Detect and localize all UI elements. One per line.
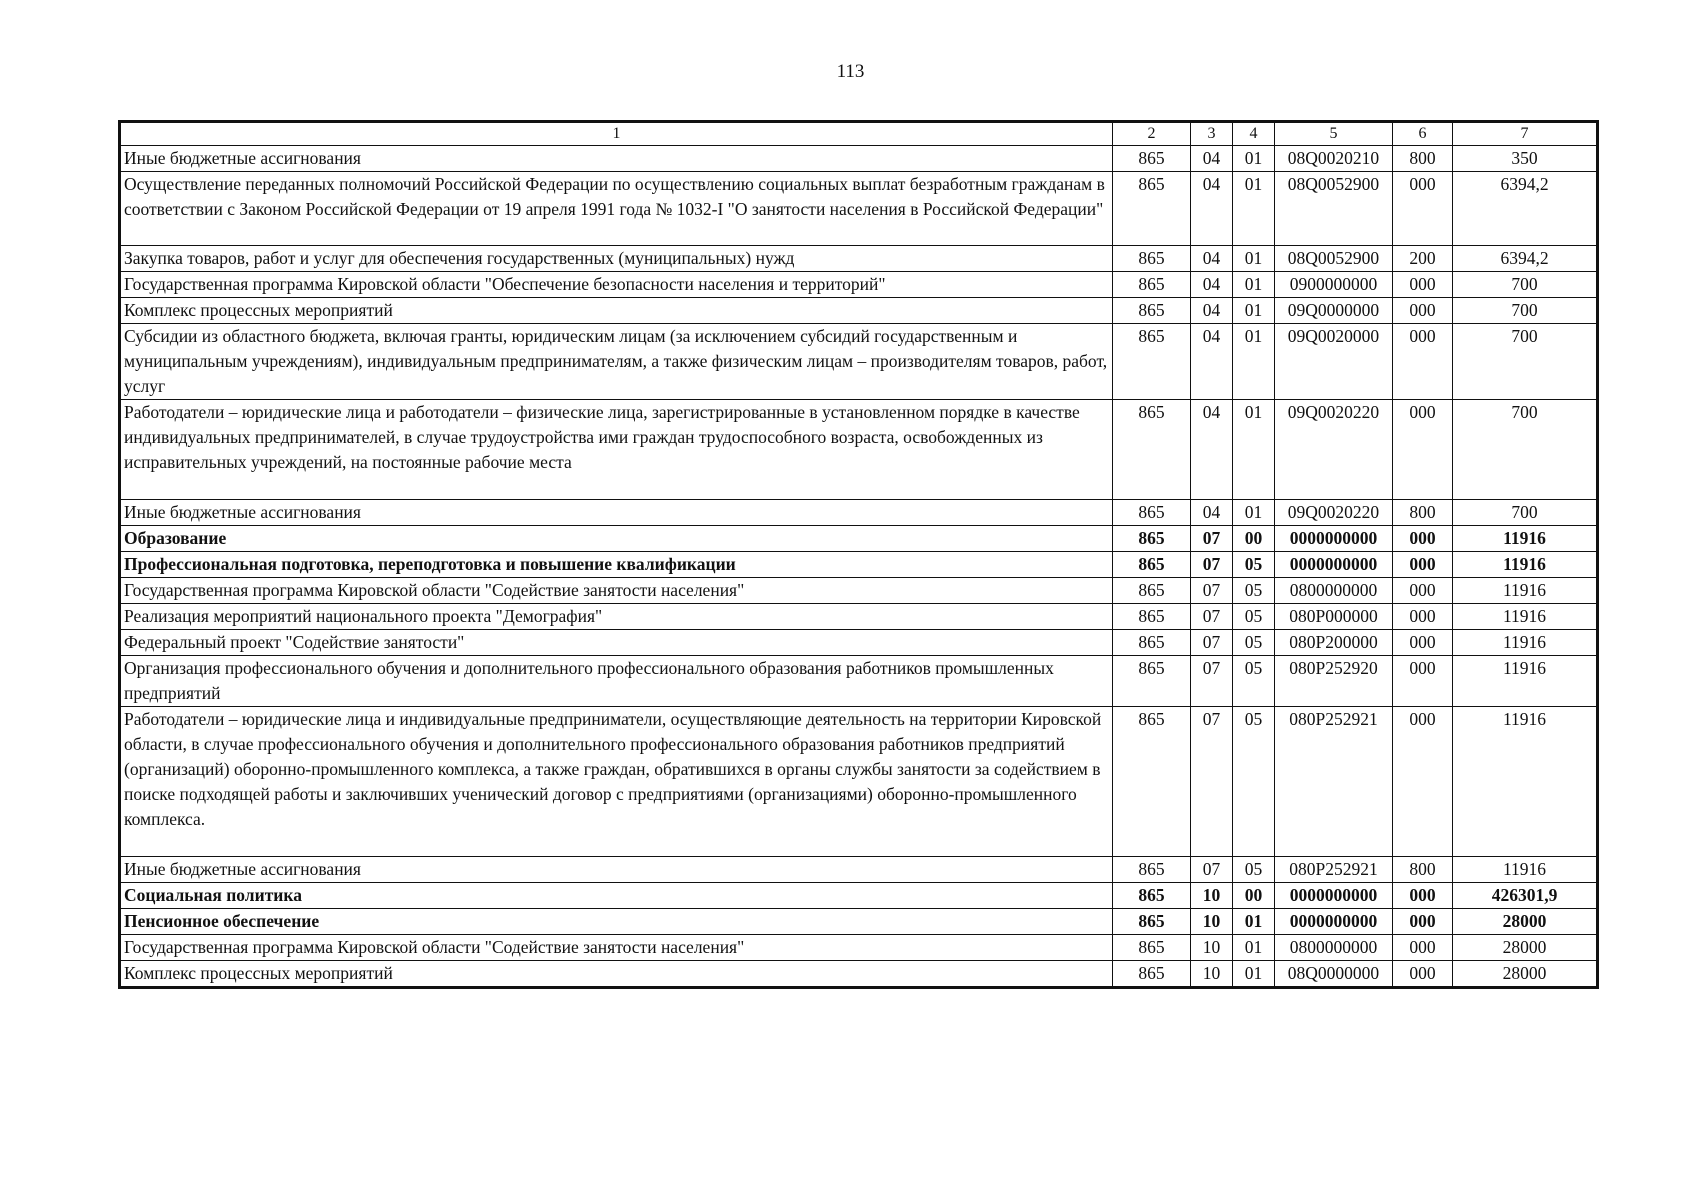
expense-type-cell: 000 — [1393, 272, 1453, 298]
expense-type-cell: 000 — [1393, 909, 1453, 935]
description-cell: Государственная программа Кировской области "Обеспечение безопасности населения и территорий" — [120, 272, 1113, 298]
target-article-cell: 09Q0020220 — [1275, 400, 1393, 500]
expense-type-cell: 000 — [1393, 298, 1453, 324]
ministry-code-cell: 865 — [1113, 500, 1191, 526]
expense-type-cell: 000 — [1393, 707, 1453, 857]
table-row — [120, 604, 1598, 630]
amount-cell: 426301,9 — [1453, 883, 1598, 909]
target-article-cell: 09Q0020220 — [1275, 500, 1393, 526]
table-row — [120, 961, 1598, 988]
amount-cell: 700 — [1453, 324, 1598, 400]
subsection-code-cell: 01 — [1233, 246, 1275, 272]
expense-type-cell: 000 — [1393, 526, 1453, 552]
target-article-cell: 09Q0000000 — [1275, 298, 1393, 324]
header-cell-4: 4 — [1233, 122, 1275, 146]
table-row — [120, 324, 1598, 400]
table-row — [120, 578, 1598, 604]
ministry-code-cell: 865 — [1113, 935, 1191, 961]
table-row — [120, 935, 1598, 961]
section-code-cell: 10 — [1191, 961, 1233, 988]
table-header-row — [120, 122, 1598, 146]
table-row — [120, 500, 1598, 526]
header-cell-6: 6 — [1393, 122, 1453, 146]
subsection-code-cell: 01 — [1233, 324, 1275, 400]
amount-cell: 11916 — [1453, 578, 1598, 604]
header-cell-7: 7 — [1453, 122, 1598, 146]
description-cell: Образование — [120, 526, 1113, 552]
table-row — [120, 246, 1598, 272]
subsection-code-cell: 00 — [1233, 526, 1275, 552]
section-code-cell: 04 — [1191, 400, 1233, 500]
header-cell-1: 1 — [120, 122, 1113, 146]
subsection-code-cell: 05 — [1233, 656, 1275, 707]
subsection-code-cell: 01 — [1233, 909, 1275, 935]
subsection-code-cell: 01 — [1233, 272, 1275, 298]
table-row — [120, 172, 1598, 246]
table-row — [120, 630, 1598, 656]
description-cell: Государственная программа Кировской области "Содействие занятости населения" — [120, 935, 1113, 961]
expense-type-cell: 000 — [1393, 656, 1453, 707]
subsection-code-cell: 01 — [1233, 500, 1275, 526]
table-row — [120, 857, 1598, 883]
header-cell-5: 5 — [1275, 122, 1393, 146]
ministry-code-cell: 865 — [1113, 324, 1191, 400]
expense-type-cell: 800 — [1393, 500, 1453, 526]
ministry-code-cell: 865 — [1113, 883, 1191, 909]
subsection-code-cell: 01 — [1233, 298, 1275, 324]
amount-cell: 11916 — [1453, 630, 1598, 656]
section-code-cell: 10 — [1191, 883, 1233, 909]
table-row — [120, 552, 1598, 578]
ministry-code-cell: 865 — [1113, 172, 1191, 246]
description-cell: Иные бюджетные ассигнования — [120, 500, 1113, 526]
amount-cell: 350 — [1453, 146, 1598, 172]
ministry-code-cell: 865 — [1113, 246, 1191, 272]
subsection-code-cell: 01 — [1233, 172, 1275, 246]
expense-type-cell: 000 — [1393, 883, 1453, 909]
section-code-cell: 04 — [1191, 500, 1233, 526]
table-row — [120, 146, 1598, 172]
target-article-cell: 080P200000 — [1275, 630, 1393, 656]
description-cell: Осуществление переданных полномочий Российской Федерации по осуществлению социальных выплат безработным гражданам в соответствии с Законом Российской Федерации от 19 апреля 1991 года № 1032-I "О занятости населения в Российской Федерации" — [120, 172, 1113, 246]
subsection-code-cell: 01 — [1233, 146, 1275, 172]
table-row — [120, 526, 1598, 552]
target-article-cell: 08Q0052900 — [1275, 246, 1393, 272]
expense-type-cell: 200 — [1393, 246, 1453, 272]
expense-type-cell: 000 — [1393, 578, 1453, 604]
table-row — [120, 883, 1598, 909]
amount-cell: 11916 — [1453, 656, 1598, 707]
table-row — [120, 707, 1598, 857]
ministry-code-cell: 865 — [1113, 909, 1191, 935]
subsection-code-cell: 05 — [1233, 578, 1275, 604]
description-cell: Организация профессионального обучения и дополнительного профессионального образования работников промышленных предприятий — [120, 656, 1113, 707]
expense-type-cell: 000 — [1393, 172, 1453, 246]
target-article-cell: 080P252921 — [1275, 857, 1393, 883]
description-cell: Реализация мероприятий национального проекта "Демография" — [120, 604, 1113, 630]
target-article-cell: 0000000000 — [1275, 526, 1393, 552]
target-article-cell: 0900000000 — [1275, 272, 1393, 298]
section-code-cell: 07 — [1191, 630, 1233, 656]
expense-type-cell: 000 — [1393, 604, 1453, 630]
section-code-cell: 10 — [1191, 909, 1233, 935]
expense-type-cell: 800 — [1393, 146, 1453, 172]
header-cell-3: 3 — [1191, 122, 1233, 146]
target-article-cell: 0000000000 — [1275, 909, 1393, 935]
target-article-cell: 080P252921 — [1275, 707, 1393, 857]
ministry-code-cell: 865 — [1113, 400, 1191, 500]
description-cell: Работодатели – юридические лица и индивидуальные предприниматели, осуществляющие деятельность на территории Кировской области, в случае профессионального обучения и дополнительного профессионального образования работников предприятий (организаций) оборонно-промышленного комплекса, а также граждан, обратившихся в органы службы занятости за содействием в поиске подходящей работы и заключивших ученический договор с предприятиями (организациями) оборонно-промышленного комплекса. — [120, 707, 1113, 857]
ministry-code-cell: 865 — [1113, 578, 1191, 604]
table-row — [120, 909, 1598, 935]
subsection-code-cell: 05 — [1233, 857, 1275, 883]
header-cell-2: 2 — [1113, 122, 1191, 146]
expense-type-cell: 000 — [1393, 935, 1453, 961]
section-code-cell: 10 — [1191, 935, 1233, 961]
description-cell: Социальная политика — [120, 883, 1113, 909]
section-code-cell: 04 — [1191, 146, 1233, 172]
target-article-cell: 080P000000 — [1275, 604, 1393, 630]
amount-cell: 700 — [1453, 400, 1598, 500]
expense-type-cell: 000 — [1393, 552, 1453, 578]
target-article-cell: 0000000000 — [1275, 883, 1393, 909]
description-cell: Пенсионное обеспечение — [120, 909, 1113, 935]
target-article-cell: 0800000000 — [1275, 935, 1393, 961]
ministry-code-cell: 865 — [1113, 552, 1191, 578]
amount-cell: 28000 — [1453, 935, 1598, 961]
subsection-code-cell: 01 — [1233, 961, 1275, 988]
amount-cell: 700 — [1453, 298, 1598, 324]
amount-cell: 11916 — [1453, 857, 1598, 883]
description-cell: Иные бюджетные ассигнования — [120, 857, 1113, 883]
amount-cell: 11916 — [1453, 526, 1598, 552]
target-article-cell: 0000000000 — [1275, 552, 1393, 578]
amount-cell: 11916 — [1453, 707, 1598, 857]
section-code-cell: 07 — [1191, 656, 1233, 707]
target-article-cell: 0800000000 — [1275, 578, 1393, 604]
subsection-code-cell: 01 — [1233, 400, 1275, 500]
ministry-code-cell: 865 — [1113, 298, 1191, 324]
description-cell: Иные бюджетные ассигнования — [120, 146, 1113, 172]
description-cell: Закупка товаров, работ и услуг для обеспечения государственных (муниципальных) нужд — [120, 246, 1113, 272]
subsection-code-cell: 05 — [1233, 604, 1275, 630]
target-article-cell: 080P252920 — [1275, 656, 1393, 707]
expense-type-cell: 000 — [1393, 630, 1453, 656]
target-article-cell: 08Q0052900 — [1275, 172, 1393, 246]
section-code-cell: 07 — [1191, 604, 1233, 630]
section-code-cell: 04 — [1191, 324, 1233, 400]
ministry-code-cell: 865 — [1113, 656, 1191, 707]
description-cell: Государственная программа Кировской области "Содействие занятости населения" — [120, 578, 1113, 604]
section-code-cell: 07 — [1191, 552, 1233, 578]
target-article-cell: 09Q0020000 — [1275, 324, 1393, 400]
table-row — [120, 298, 1598, 324]
amount-cell: 28000 — [1453, 909, 1598, 935]
ministry-code-cell: 865 — [1113, 707, 1191, 857]
description-cell: Комплекс процессных мероприятий — [120, 961, 1113, 988]
amount-cell: 6394,2 — [1453, 172, 1598, 246]
page-number: 113 — [836, 61, 865, 82]
section-code-cell: 07 — [1191, 857, 1233, 883]
ministry-code-cell: 865 — [1113, 146, 1191, 172]
section-code-cell: 07 — [1191, 707, 1233, 857]
subsection-code-cell: 01 — [1233, 935, 1275, 961]
section-code-cell: 04 — [1191, 298, 1233, 324]
table-row — [120, 272, 1598, 298]
expense-type-cell: 800 — [1393, 857, 1453, 883]
ministry-code-cell: 865 — [1113, 272, 1191, 298]
amount-cell: 11916 — [1453, 604, 1598, 630]
subsection-code-cell: 05 — [1233, 707, 1275, 857]
budget-table — [118, 120, 1599, 989]
section-code-cell: 04 — [1191, 246, 1233, 272]
amount-cell: 11916 — [1453, 552, 1598, 578]
section-code-cell: 07 — [1191, 578, 1233, 604]
amount-cell: 700 — [1453, 500, 1598, 526]
subsection-code-cell: 05 — [1233, 630, 1275, 656]
expense-type-cell: 000 — [1393, 400, 1453, 500]
amount-cell: 6394,2 — [1453, 246, 1598, 272]
ministry-code-cell: 865 — [1113, 857, 1191, 883]
table-row — [120, 400, 1598, 500]
description-cell: Федеральный проект "Содействие занятости" — [120, 630, 1113, 656]
ministry-code-cell: 865 — [1113, 526, 1191, 552]
target-article-cell: 08Q0020210 — [1275, 146, 1393, 172]
section-code-cell: 07 — [1191, 526, 1233, 552]
subsection-code-cell: 00 — [1233, 883, 1275, 909]
description-cell: Профессиональная подготовка, переподготовка и повышение квалификации — [120, 552, 1113, 578]
target-article-cell: 08Q0000000 — [1275, 961, 1393, 988]
description-cell: Работодатели – юридические лица и работодатели – физические лица, зарегистрированные в установленном порядке в качестве индивидуальных предпринимателей, в случае трудоустройства ими граждан трудоспособного возраста, освобожденных из исправительных учреждений, на постоянные рабочие места — [120, 400, 1113, 500]
description-cell: Субсидии из областного бюджета, включая гранты, юридическим лицам (за исключением субсидий государственным и муниципальным учреждениям), индивидуальным предпринимателям, а также физическим лицам – производителям товаров, работ, услуг — [120, 324, 1113, 400]
subsection-code-cell: 05 — [1233, 552, 1275, 578]
ministry-code-cell: 865 — [1113, 961, 1191, 988]
ministry-code-cell: 865 — [1113, 604, 1191, 630]
section-code-cell: 04 — [1191, 272, 1233, 298]
section-code-cell: 04 — [1191, 172, 1233, 246]
description-cell: Комплекс процессных мероприятий — [120, 298, 1113, 324]
ministry-code-cell: 865 — [1113, 630, 1191, 656]
table-row — [120, 656, 1598, 707]
amount-cell: 28000 — [1453, 961, 1598, 988]
expense-type-cell: 000 — [1393, 961, 1453, 988]
expense-type-cell: 000 — [1393, 324, 1453, 400]
amount-cell: 700 — [1453, 272, 1598, 298]
